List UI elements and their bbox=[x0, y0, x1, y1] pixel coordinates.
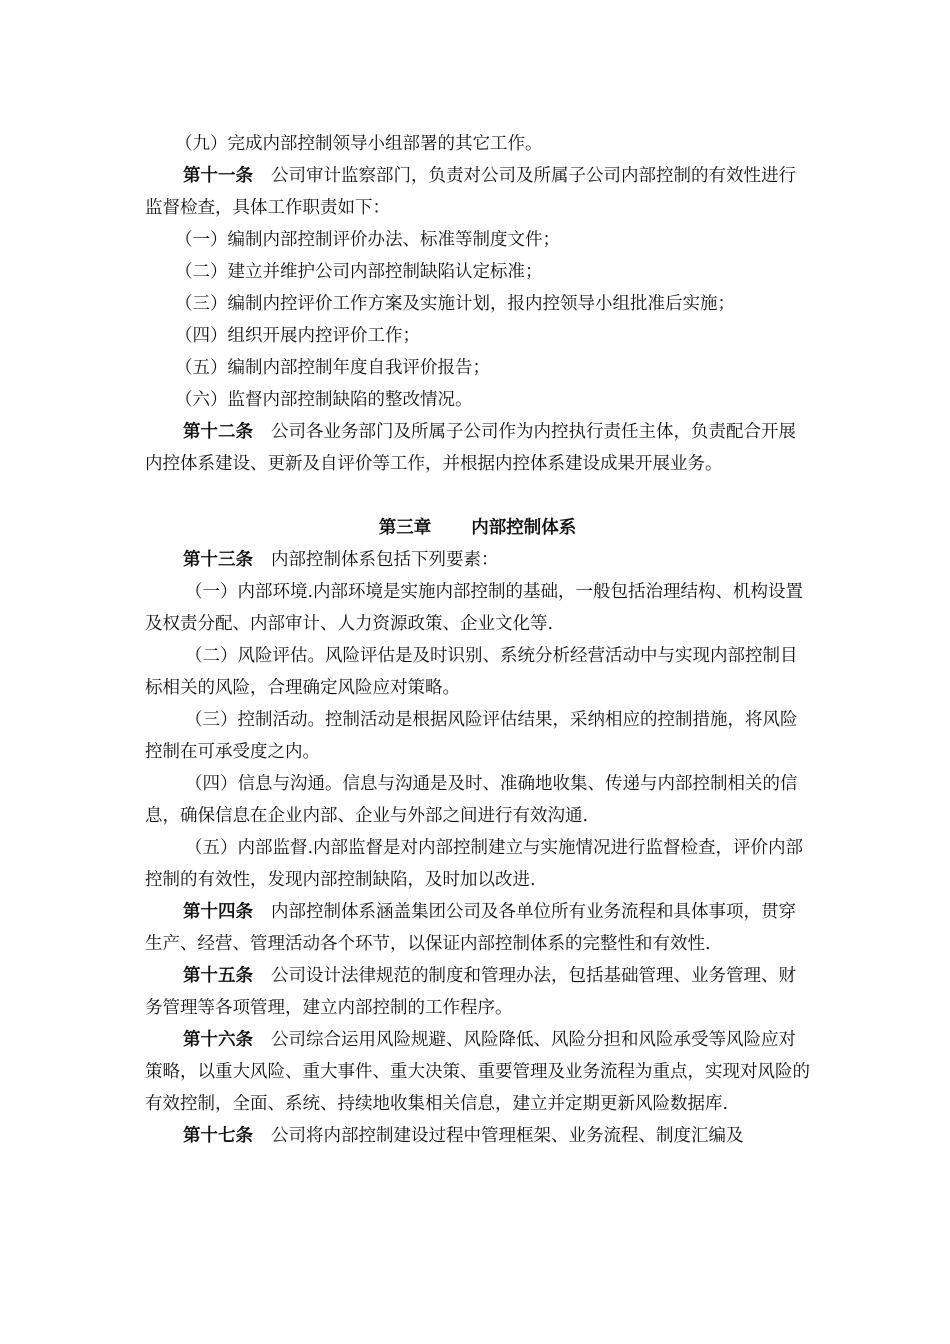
article-11-item-2: （二）建立并维护公司内部控制缺陷认定标准； bbox=[175, 262, 543, 282]
article-11-item-6: （六）监督内部控制缺陷的整改情况。 bbox=[175, 390, 473, 410]
article-16 bbox=[145, 1024, 810, 1120]
article-11 bbox=[145, 160, 810, 224]
article-17 bbox=[145, 1120, 810, 1152]
article-11-item-1: （一）编制内部控制评价办法、标准等制度文件； bbox=[175, 230, 560, 250]
article-15 bbox=[145, 960, 810, 1024]
article-17-text: 公司将内部控制建设过程中管理框架、业务流程、制度汇编及 bbox=[271, 1126, 744, 1146]
article-13-item-2: （二）风险评估。风险评估是及时识别、系统分析经营活动中与实现内部控制目标相关的风险，合理确定风险应对策略。 bbox=[145, 646, 798, 698]
article-11-item-3: （三）编制内控评价工作方案及实施计划，报内控领导小组批准后实施； bbox=[175, 294, 735, 314]
article-13-item-3: （三）控制活动。控制活动是根据风险评估结果，采纳相应的控制措施，将风险控制在可承受度之内。 bbox=[145, 710, 798, 762]
article-11-item-5: （五）编制内部控制年度自我评价报告； bbox=[175, 358, 490, 378]
article-13-item-5: （五）内部监督.内部监督是对内部控制建立与实施情况进行监督检查，评价内部控制的有效性，发现内部控制缺陷，及时加以改进. bbox=[145, 838, 804, 890]
article-16-label: 第十六条 bbox=[183, 1030, 253, 1050]
article-15-text: 公司设计法律规范的制度和管理办法，包括基础管理、业务管理、财务管理等各项管理，建立内部控制的工作程序。 bbox=[145, 966, 796, 1018]
article-16-text: 公司综合运用风险规避、风险降低、风险分担和风险承受等风险应对策略，以重大风险、重大事件、重大决策、重要管理及业务流程为重点，实现对风险的有效控制，全面、系统、持续地收集相关信息，建立并定期更新风险数据库. bbox=[145, 1030, 810, 1114]
chapter-title: 内部控制体系 bbox=[471, 518, 577, 538]
article-14-label: 第十四条 bbox=[183, 902, 253, 922]
paragraph-item-9: （九）完成内部控制领导小组部署的其它工作。 bbox=[175, 134, 543, 154]
article-11-label: 第十一条 bbox=[183, 166, 253, 186]
chapter-number: 第三章 bbox=[378, 518, 432, 538]
article-12-label: 第十二条 bbox=[183, 422, 253, 442]
chapter-heading bbox=[145, 512, 810, 544]
article-14-text: 内部控制体系涵盖集团公司及各单位所有业务流程和具体事项，贯穿生产、经营、管理活动各个环节，以保证内部控制体系的完整性和有效性. bbox=[145, 902, 796, 954]
article-15-label: 第十五条 bbox=[183, 966, 253, 986]
article-12-text: 公司各业务部门及所属子公司作为内控执行责任主体，负责配合开展内控体系建设、更新及自评价等工作，并根据内控体系建设成果开展业务。 bbox=[145, 422, 796, 474]
article-13-item-4: （四）信息与沟通。信息与沟通是及时、准确地收集、传递与内部控制相关的信息，确保信息在企业内部、企业与外部之间进行有效沟通. bbox=[145, 774, 798, 826]
article-11-item-4: （四）组织开展内控评价工作； bbox=[175, 326, 420, 346]
article-13-text: 内部控制体系包括下列要素： bbox=[271, 550, 499, 570]
section-gap bbox=[145, 480, 810, 512]
document-body bbox=[145, 128, 810, 1152]
article-11-text: 公司审计监察部门，负责对公司及所属子公司内部控制的有效性进行监督检查，具体工作职责如下： bbox=[145, 166, 796, 218]
article-17-label: 第十七条 bbox=[183, 1126, 253, 1146]
article-13 bbox=[145, 544, 810, 576]
article-13-item-1: （一）内部环境.内部环境是实施内部控制的基础，一般包括治理结构、机构设置及权责分配、内部审计、人力资源政策、企业文化等. bbox=[145, 582, 804, 634]
article-13-label: 第十三条 bbox=[183, 550, 253, 570]
article-12 bbox=[145, 416, 810, 480]
article-14 bbox=[145, 896, 810, 960]
